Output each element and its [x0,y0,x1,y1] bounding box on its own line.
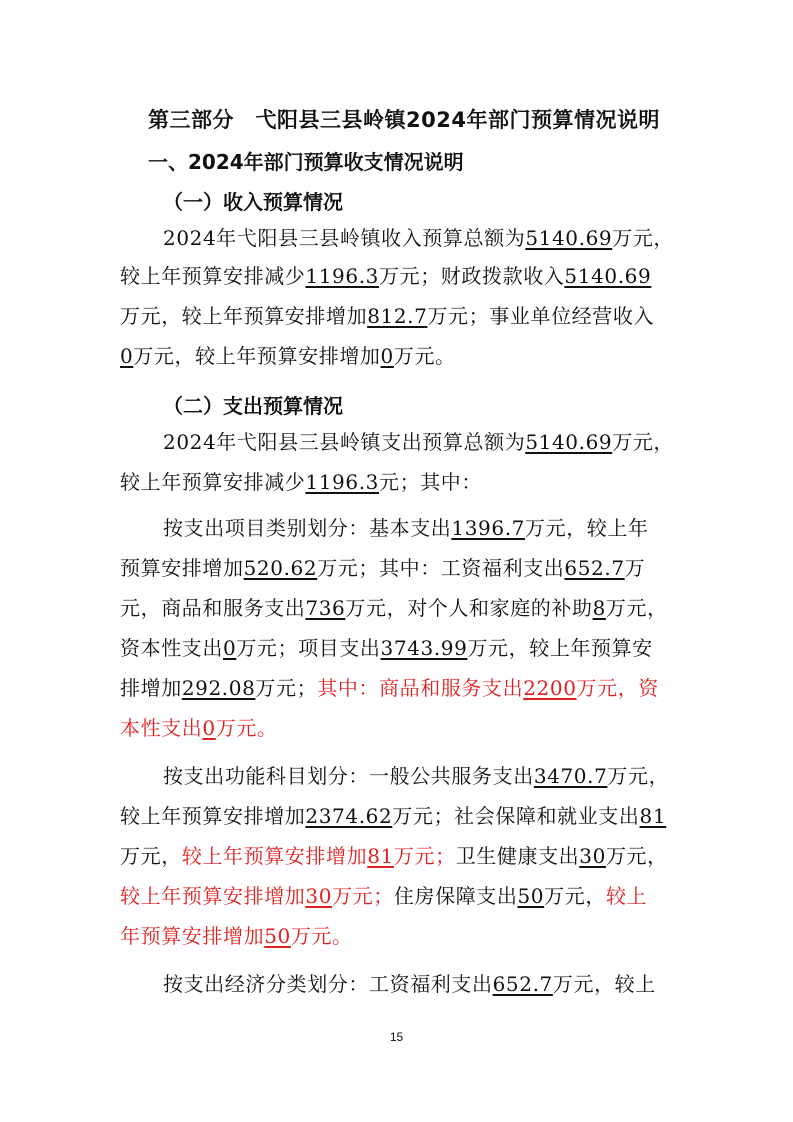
paragraph-line: 预算安排增加520.62万元；其中：工资福利支出652.7万 [120,556,646,580]
paragraph-line: 2024年弋阳县三县岭镇支出预算总额为5140.69万元， [163,430,675,454]
paragraph-line: 资本性支出0万元；项目支出3743.99万元，较上年预算安 [120,636,653,660]
paragraph-line: 万元，较上年预算安排增加81万元；卫生健康支出30万元， [120,844,668,868]
paragraph-line: 较上年预算安排增加30万元；住房保障支出50万元，较上 [120,884,648,908]
paragraph-line: 万元，较上年预算安排增加812.7万元；事业单位经营收入 [120,304,655,328]
paragraph-line: 按支出项目类别划分：基本支出1396.7万元，较上年 [163,516,649,540]
paragraph-line: 较上年预算安排增加2374.62万元；社会保障和就业支出81 [120,804,667,828]
subheading-income: （一）收入预算情况 [163,190,343,214]
paragraph-line: 较上年预算安排减少1196.3万元；财政拨款收入5140.69 [120,264,652,288]
paragraph-line: 本性支出0万元。 [120,716,278,740]
section-heading: 一、2024年部门预算收支情况说明 [148,150,464,174]
paragraph-line: 排增加292.08万元；其中：商品和服务支出2200万元，资 [120,676,659,700]
paragraph-line: 较上年预算安排减少1196.3元；其中： [120,470,482,494]
paragraph-line: 按支出经济分类划分：工资福利支出652.7万元，较上 [163,972,656,996]
paragraph-line: 按支出功能科目划分：一般公共服务支出3470.7万元， [163,764,670,788]
paragraph-line: 0万元，较上年预算安排增加0万元。 [120,344,456,368]
paragraph-line: 元，商品和服务支出736万元，对个人和家庭的补助8万元， [120,596,668,620]
paragraph-line: 2024年弋阳县三县岭镇收入预算总额为5140.69万元， [163,226,675,250]
paragraph-line: 年预算安排增加50万元。 [120,924,353,948]
page-title: 第三部分 弋阳县三县岭镇2024年部门预算情况说明 [148,108,660,132]
subheading-expenditure: （二）支出预算情况 [163,394,343,418]
page-number: 15 [389,1030,404,1044]
